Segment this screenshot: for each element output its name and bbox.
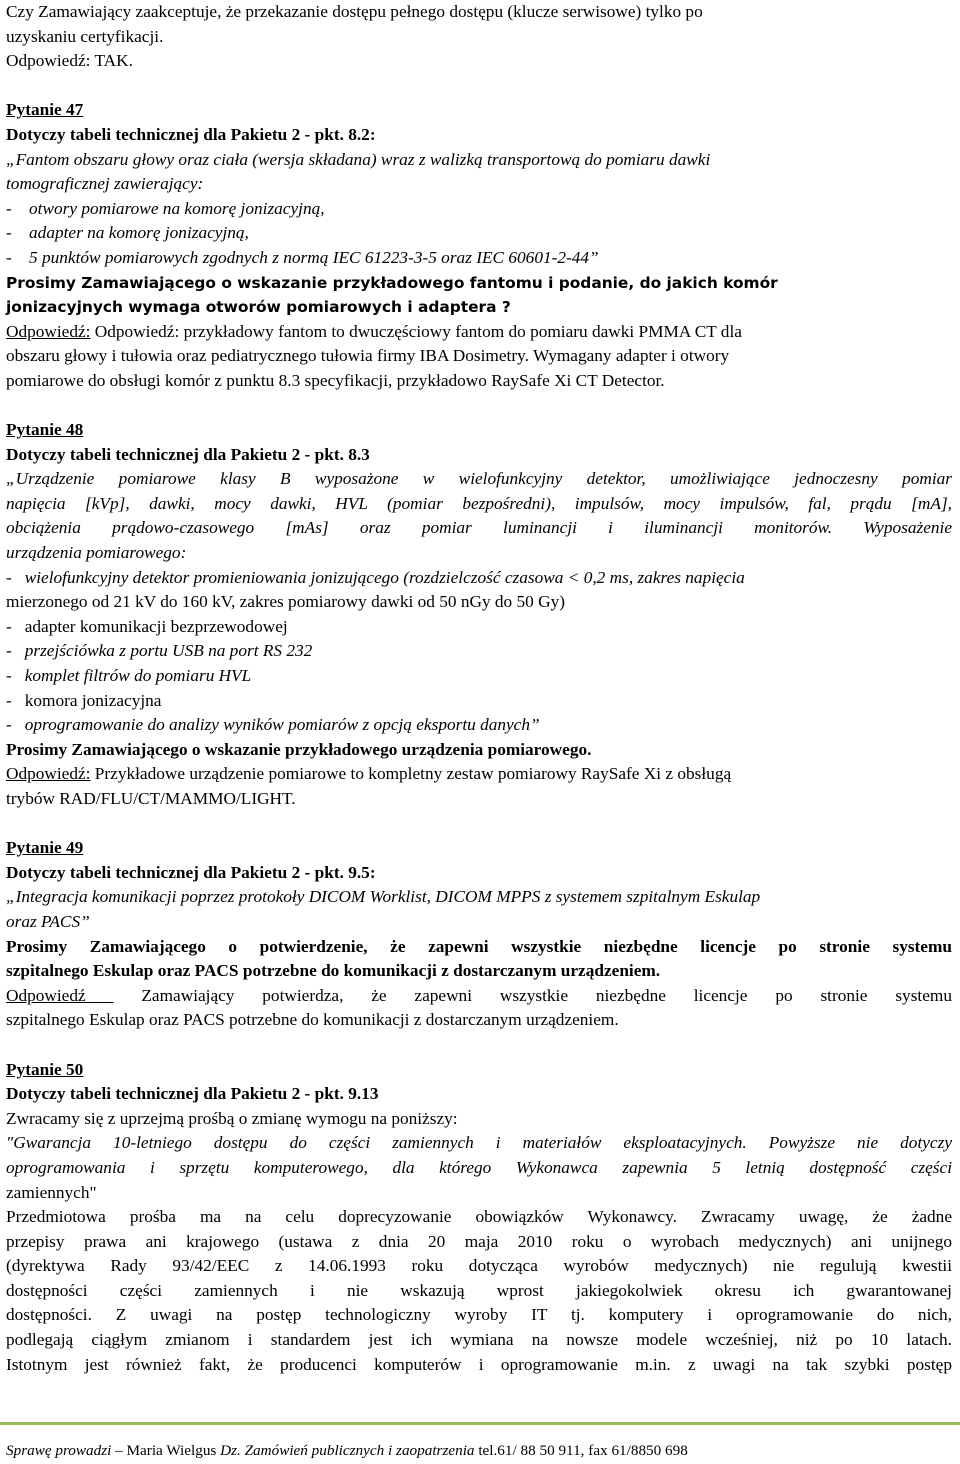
q46-text-line: uzyskaniu certyfikacji. [6,26,164,46]
spacer [6,394,952,419]
q48-quote-line: mierzonego od 21 kV do 160 kV, zakres pomiarowy dawki od 50 nGy do 50 Gy) [6,592,565,612]
q49-quote-line: oraz PACS” [6,911,90,931]
q49-subtitle: Dotyczy tabeli technicznej dla Pakietu 2 - pkt. 9.5: [6,862,376,882]
q47-answer-line [6,320,952,345]
footer-label: Sprawę prowadzi [6,1442,112,1459]
q48-quote-line: - komplet filtrów do pomiaru HVL [6,666,252,686]
answer-label: Odpowiedź [6,985,114,1005]
q47-quote-line: tomograficznej zawierający: [6,174,204,194]
footer-person: Maria Wielgus [126,1442,217,1459]
q47-quote-line: - 5 punktów pomiarowych zgodnych z normą IEC 61223-3-5 oraz IEC 60601-2-44” [6,247,599,267]
q50-subtitle: Dotyczy tabeli technicznej dla Pakietu 2 - pkt. 9.13 [6,1084,379,1104]
answer-label: Odpowiedź: [6,764,91,784]
q48-quote-line: napięcia [kVp], dawki, mocy dawki, HVL (pomiar bezpośredni), impulsów, mocy impulsów, fal, prądu [mA], [6,493,952,513]
q50-body-line: oprogramowania i sprzętu komputerowego, dla którego Wykonawca zapewnia 5 letnią dostępność części [6,1157,952,1177]
q50-title: Pytanie 50 [6,1059,84,1079]
footer-text [6,1439,688,1464]
q48-quote-line: - komora jonizacyjna [6,690,162,710]
q50-body-line: Istotnym jest również fakt, że producenci komputerów i oprogramowanie m.in. z uwagi na tak szybki postęp [6,1354,952,1374]
spacer [6,1033,952,1058]
q48-quote-line: obciążenia prądowo-czasowego [mAs] oraz pomiar luminancji i iluminancji monitorów. Wyposażenie [6,518,952,538]
q49-request-line: szpitalnego Eskulap oraz PACS potrzebne do komunikacji z dostarczanym urządzeniem. [6,961,661,981]
q49-title: Pytanie 49 [6,838,84,858]
q49-answer-line [6,984,952,1009]
q50-body-line: (dyrektywa Rady 93/42/EEC z 14.06.1993 roku dotycząca wyrobów medycznych) nie regulują kwestii [6,1256,952,1276]
q48-subtitle: Dotyczy tabeli technicznej dla Pakietu 2 - pkt. 8.3 [6,444,370,464]
q47-quote-line: - adapter na komorę jonizacyjną, [6,223,249,243]
answer-text: Odpowiedź: przykładowy fantom to dwuczęściowy fantom do pomiaru dawki PMMA CT dla [90,321,742,341]
q49-request-line: Prosimy Zamawiającego o potwierdzenie, że zapewni wszystkie niezbędne licencje po stronie systemu [6,936,952,956]
q48-quote-line: - wielofunkcyjny detektor promieniowania jonizującego (rozdzielczość czasowa < 0,2 ms, zakres napięcia [6,567,745,587]
q47-subtitle: Dotyczy tabeli technicznej dla Pakietu 2 - pkt. 8.2: [6,124,376,144]
q48-quote-line: - oprogramowanie do analizy wyników pomiarów z opcją eksportu danych” [6,715,540,735]
footer-department: Dz. Zamówień publicznych i zaopatrzenia [216,1442,479,1459]
q47-quote-line: - otwory pomiarowe na komorę jonizacyjną, [6,198,325,218]
q48-quote-line: - przejściówka z portu USB na port RS 232 [6,641,313,661]
q49-answer-line: szpitalnego Eskulap oraz PACS potrzebne do komunikacji z dostarczanym urządzeniem. [6,1010,619,1030]
answer-text: Przykładowe urządzenie pomiarowe to kompletny zestaw pomiarowy RaySafe Xi z obsługą [90,764,732,784]
spacer [6,812,952,837]
q50-body-line: zamiennych" [6,1182,97,1202]
q50-body-line: Zwracamy się z uprzejmą prośbą o zmianę wymogu na poniższy: [6,1108,458,1128]
answer-text: Zamawiający potwierdza, że zapewni wszystkie niezbędne licencje po stronie systemu [141,985,952,1005]
q50-body-line: "Gwarancja 10-letniego dostępu do części zamiennych i materiałów eksploatacyjnych. Powyższe nie dotyczy [6,1133,952,1153]
q50-body-line: dostępności. Z uwagi na postęp technologiczny wyroby IT tj. komputery i oprogramowanie do nich, [6,1305,952,1325]
q47-request-line: jonizacyjnych wymaga otworów pomiarowych i adaptera ? [6,298,511,317]
page-footer [0,1422,960,1460]
q50-body-line: podlegają ciągłym zmianom i standardem jest ich wymiana na nowsze modele wcześniej, niż po 10 latach. [6,1330,952,1350]
q48-quote-line: - adapter komunikacji bezprzewodowej [6,616,288,636]
q50-body-line: przepisy prawa ani krajowego (ustawa z dnia 20 maja 2010 roku o wyrobach medycznych) ani unijnego [6,1231,952,1251]
q48-request: Prosimy Zamawiającego o wskazanie przykładowego urządzenia pomiarowego. [6,739,592,759]
q47-answer-line: obszaru głowy i tułowia oraz pediatrycznego tułowia firmy IBA Dosimetry. Wymagany adapter i otwory [6,346,730,366]
q49-quote-line: „Integracja komunikacji poprzez protokoły DICOM Worklist, DICOM MPPS z systemem szpitalnym Eskulap [6,887,761,907]
q46-text-line: Czy Zamawiający zaakceptuje, że przekazanie dostępu pełnego dostępu (klucze serwisowe) tylko po [6,2,703,21]
q47-title: Pytanie 47 [6,100,84,120]
q48-answer-line: trybów RAD/FLU/CT/MAMMO/LIGHT. [6,789,296,808]
q48-answer-line [6,762,952,787]
q48-quote-line: urządzenia pomiarowego: [6,543,187,563]
q50-body-line: dostępności części zamiennych i nie wskazują wprost jakiegokolwiek okresu ich gwarantowanej [6,1280,952,1300]
q47-request-line: Prosimy Zamawiającego o wskazanie przykładowego fantomu i podanie, do jakich komór [6,273,778,292]
q50-body-line: Przedmiotowa prośba ma na celu doprecyzowanie obowiązków Wykonawcy. Zwracamy uwagę, że żadne [6,1207,952,1227]
document-page [6,0,952,1377]
footer-dash: – [111,1442,127,1459]
q48-title: Pytanie 48 [6,420,84,440]
answer-label: Odpowiedź: [6,321,91,341]
q48-quote-line: „Urządzenie pomiarowe klasy B wyposażone w wielofunkcyjny detektor, umożliwiające jednoczesny pomiar [6,469,952,489]
spacer [6,74,952,99]
q47-quote-line: „Fantom obszaru głowy oraz ciała (wersja składana) wraz z walizką transportową do pomiaru dawki [6,149,711,169]
q46-answer: Odpowiedź: TAK. [6,51,133,71]
footer-contact: tel.61/ 88 50 911, fax 61/8850 698 [478,1442,688,1459]
q47-answer-line: pomiarowe do obsługi komór z punktu 8.3 specyfikacji, przykładowo RaySafe Xi CT Detector. [6,370,665,390]
